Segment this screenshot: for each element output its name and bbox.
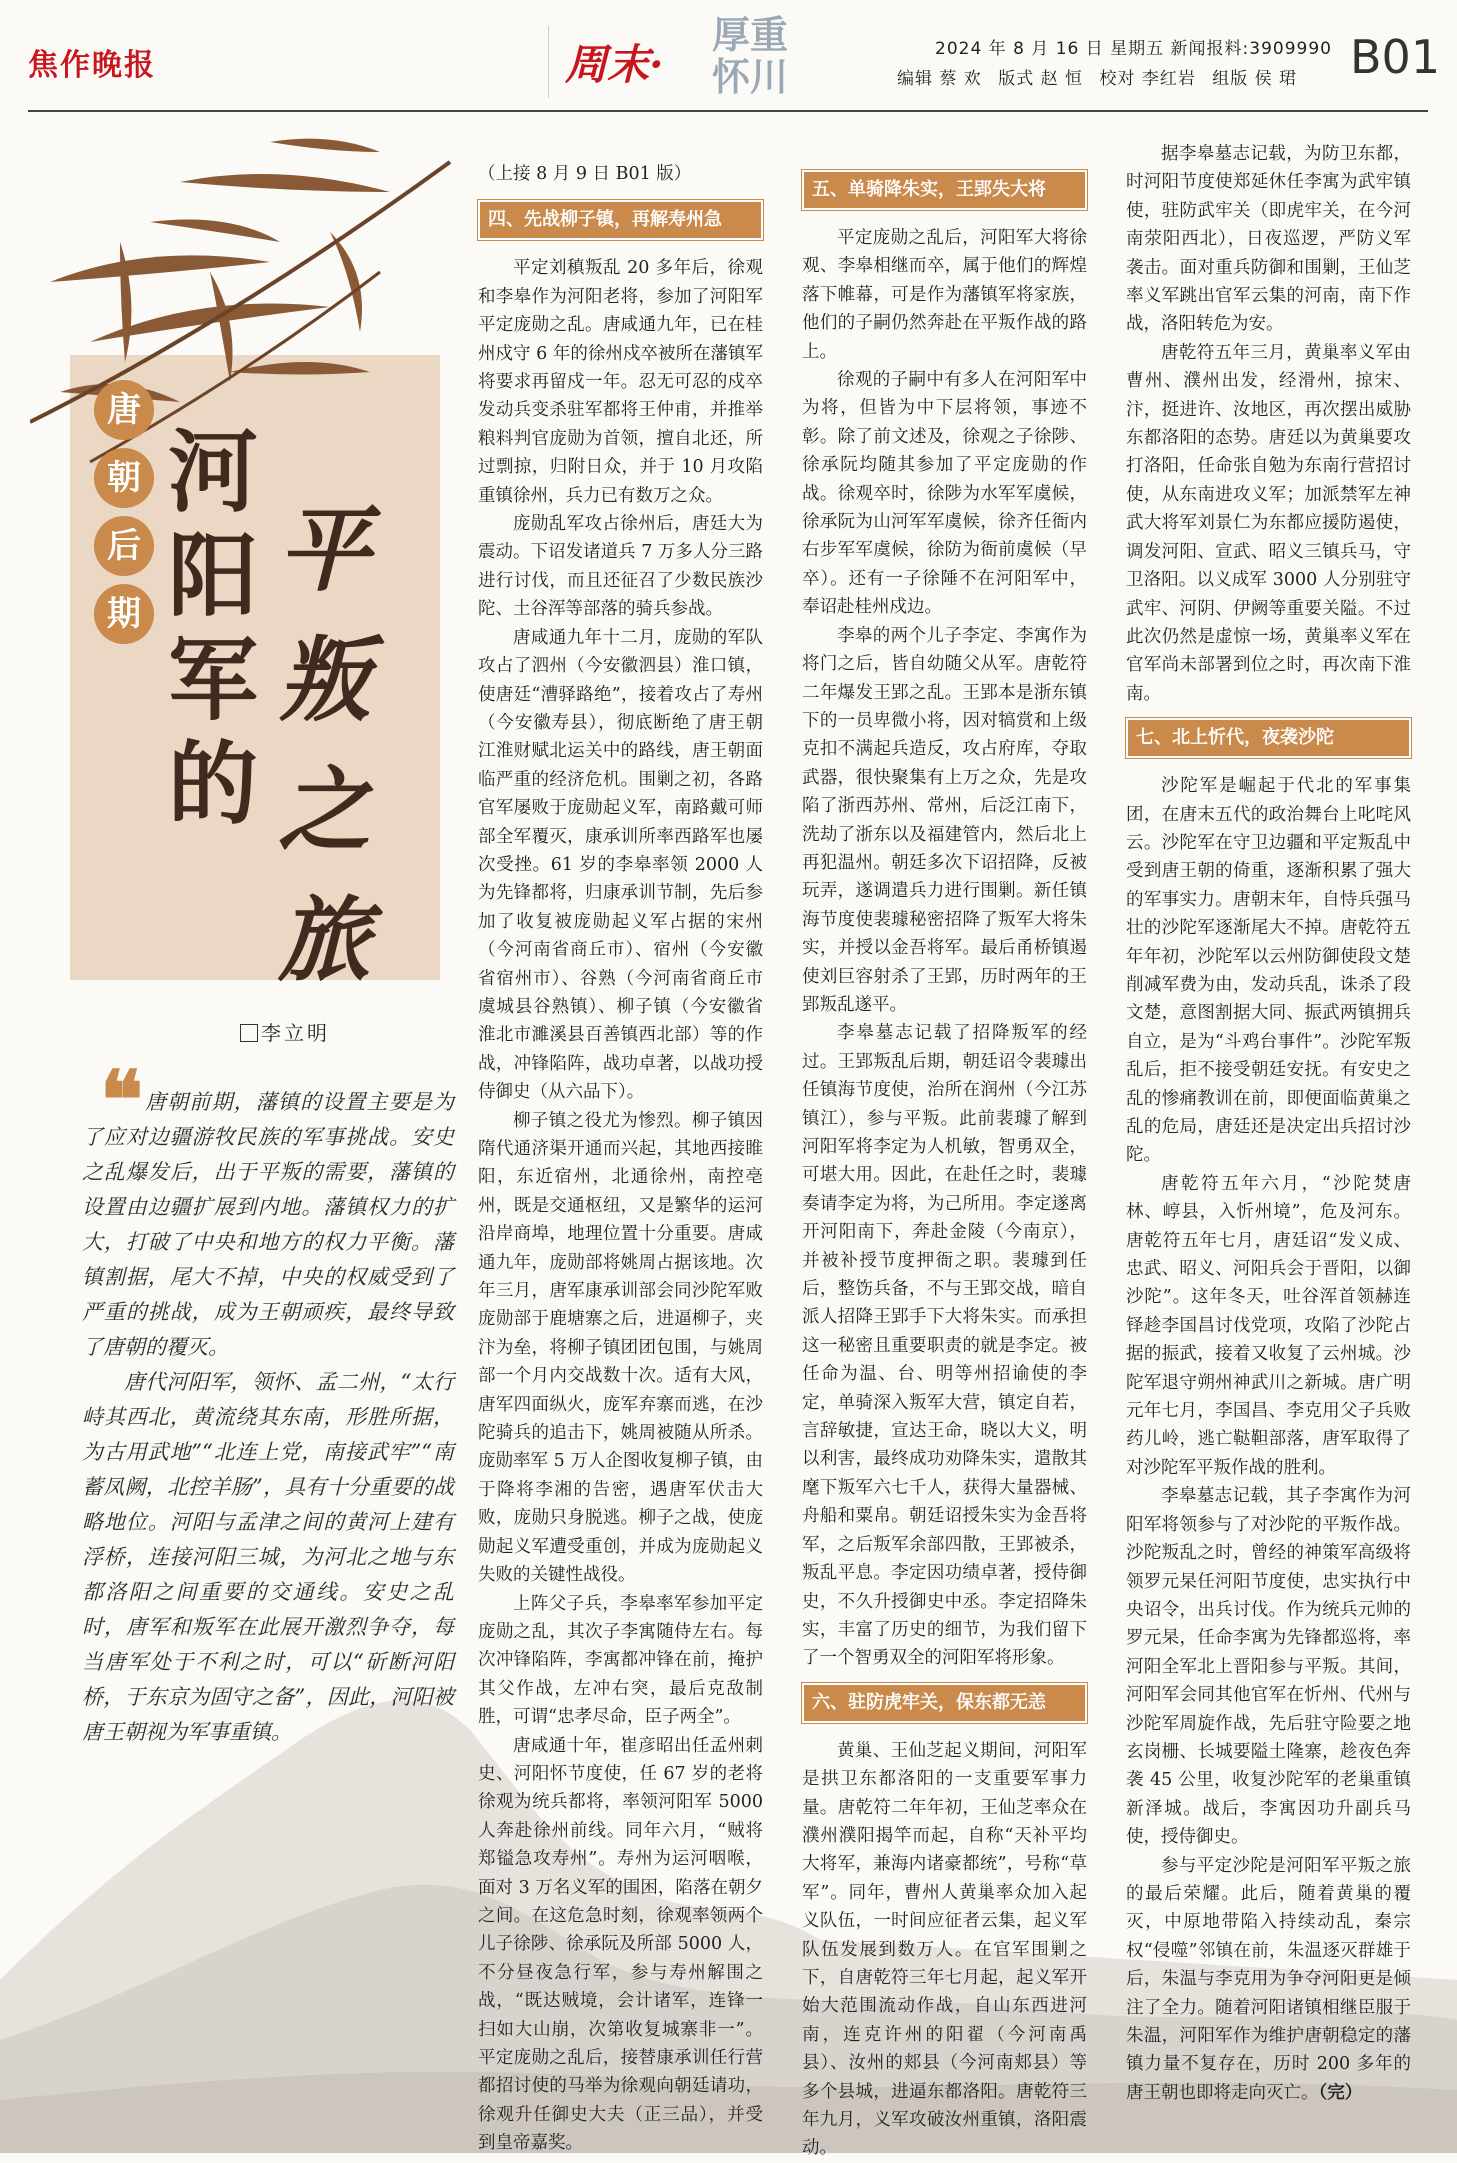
staff-proofread: 校对 李红岩 (1099, 69, 1196, 89)
section-heading-4: 四、先战柳子镇，再解寿州急 (478, 200, 763, 240)
paragraph: 唐咸通十年，崔彦昭出任孟州刺史、河阳怀节度使，任 67 岁的老将徐观为统兵都将，率领河阳军 5000 人奔赴徐州前线。同年六月，“贼将郑镒急攻寿州”。寿州为运河咽喉，面对 3 万名义军的围困，陷落在朝夕之间。在这危急时刻，徐观率领两个儿子徐陟、徐承阮及所部 5000 人，不分昼夜急行军，参与寿州解围之战，“既达贼境，会计诸军，连锋一扫如大山崩，次第收复城寨非一”。平定庞勋之乱后，接替康承训任行营都招讨使的马举为徐观向朝廷请功，徐观升任御史大夫（正三品），并受到皇帝嘉奖。 (478, 1735, 763, 2154)
page-number: B01 (1350, 30, 1441, 84)
section-heading-7: 七、北上忻代，夜袭沙陀 (1126, 718, 1411, 758)
paragraph: 沙陀军是崛起于代北的军事集团，在唐末五代的政治舞台上叱咤风云。沙陀军在守卫边疆和平定叛乱中受到唐王朝的倚重，逐渐积累了强大的军事实力。唐朝末年，自恃兵强马壮的沙陀军逐渐尾大不掉。唐乾符五年年初，沙陀军以云州防御使段文楚削减军费为由，发动兵乱，诛杀了段文楚，意图割据大同、振武两镇拥兵自立，是为“斗鸡台事件”。沙陀军叛乱后，拒不接受朝廷安抚。有安史之乱的惨痛教训在前，即便面临黄巢之乱的危局，唐廷还是决定出兵招讨沙陀。 (1126, 776, 1411, 1166)
section-subtitle: 厚重怀川 (712, 12, 789, 99)
section-title: 周末· (565, 40, 664, 89)
paragraph-text: 参与平定沙陀是河阳军平叛之旅的最后荣耀。此后，随着黄巢的覆灭，中原地带陷入持续动乱，秦宗权“侵噬”邻镇在前，朱温逐灭群雄于后，朱温与李克用为争夺河阳更是倾注了全力。随着河阳诸镇相继臣服于朱温，河阳军作为维护唐朝稳定的藩镇力量不复存在，历时 200 多年的唐王朝也即将走向灭亡。 (1126, 1855, 1411, 2103)
newspaper-logo: 焦作晚报 (28, 48, 156, 83)
headline-sub: 平叛之旅 (278, 496, 371, 994)
staff-layout: 版式 赵 恒 (998, 69, 1084, 89)
staff-typeset: 组版 侯 珺 (1212, 69, 1298, 89)
end-mark: （完） (1318, 2082, 1363, 2103)
paragraph: 平定刘稹叛乱 20 多年后，徐观和李皋作为河阳老将，参加了河阳军平定庞勋之乱。唐咸通九年，已在桂州戍守 6 年的徐州戍卒被所在藩镇军将要求再留戍一年。忍无可忍的戍卒发动兵变杀驻军都将王仲甫，并推举粮料判官庞勋为首领，擅自北还，所过剽掠，归附日众，并于 10 月攻陷重镇徐州，兵力已有数万之众。 (478, 258, 763, 506)
paragraph: 平定庞勋之乱后，河阳军大将徐观、李皋相继而卒，属于他们的辉煌落下帷幕，可是作为藩镇军将家族，他们的子嗣仍然奔赴在平叛作战的路上。 (802, 228, 1087, 362)
continued-note: （上接 8 月 9 日 B01 版） (478, 164, 692, 184)
paragraph: 唐咸通九年十二月，庞勋的军队攻占了泗州（今安徽泗县）淮口镇，使唐廷“漕驿路绝”，接着攻占了寿州（今安徽寿县），彻底断绝了唐王朝江淮财赋北运关中的路线，唐王朝面临严重的经济危机。围剿之初，各路官军屡败于庞勋起义军，南路戴可师部全军覆灭，康承训所率西路军也屡次受挫。61 岁的李皋率领 2000 人为先锋都将，归康承训节制，先后参加了收复被庞勋起义军占据的宋州（今河南省商丘市）、宿州（今安徽省宿州市）、谷熟（今河南省商丘市虞城县谷熟镇）、柳子镇（今安徽省淮北市濉溪县百善镇西北部）等的作战，冲锋陷阵，战功卓著，以战功授侍御史（从六品下）。 (478, 627, 763, 1103)
paragraph: 上阵父子兵，李皋率军参加平定庞勋之乱，其次子李寓随侍左右。每次冲锋陷阵，李寓都冲锋在前，掩护其父作战，左冲右突，最后克敌制胜，可谓“忠孝尽命，臣子两全”。 (478, 1593, 763, 1728)
paragraph: 徐观的子嗣中有多人在河阳军中为将，但皆为中下层将领，事迹不彰。除了前文述及，徐观之子徐陟、徐承阮均随其参加了平定庞勋的作战。徐观卒时，徐陟为水军军虞候，徐承阮为山河军军虞候，徐齐任衙内右步军军虞候，徐防为衙前虞候（早卒）。还有一子徐陲不在河阳军中，奉诏赴桂州戍边。 (802, 370, 1087, 618)
tag-char-1: 唐 (94, 380, 154, 440)
article-column-2 (802, 160, 1087, 2163)
paragraph: 李皋墓志记载，其子李寓作为河阳军将领参与了对沙陀的平叛作战。沙陀叛乱之时，曾经的神策军高级将领罗元杲任河阳节度使，忠实执行中央诏令，出兵讨伐。作为统兵元帅的罗元杲，任命李寓为先锋都巡将，率河阳全军北上晋阳参与平叛。其间，河阳军会同其他官军在忻州、代州与沙陀军周旋作战，先后驻守险要之地玄岗栅、长城要隘土隆寨，趁夜色奔袭 45 公里，收复沙陀军的老巢重镇新泽城。战后，李寓因功升副兵马使，授侍御史。 (1126, 1486, 1411, 1848)
intro-text (82, 1085, 454, 1750)
paragraph (1126, 1852, 1411, 2108)
intro-paragraph: 唐代河阳军，领怀、孟二州，“太行峙其西北，黄流绕其东南，形胜所据，为古用武地”“北连上党，南接武牢”“南蓄凤阙，北控羊肠”，具有十分重要的战略地位。河阳与孟津之间的黄河上建有浮桥，连接河阳三城，为河北之地与东都洛阳之间重要的交通线。安史之乱时，唐军和叛军在此展开激烈争夺，每当唐军处于不利之时，可以“斫断河阳桥，于东京为固守之备”，因此，河阳被唐王朝视为军事重镇。 (82, 1370, 454, 1744)
section-heading-5: 五、单骑降朱实，王郢失大将 (802, 170, 1087, 210)
quote-mark-icon: ❝ (100, 1053, 144, 1147)
paragraph: 李皋墓志记载了招降叛军的经过。王郢叛乱后期，朝廷诏令裴璩出任镇海节度使，治所在润州（今江苏镇江），参与平叛。此前裴璩了解到河阳军将李定为人机敏，智勇双全，可堪大用。因此，在赴任之时，裴璩奏请李定为将，为己所用。李定遂离开河阳南下，奔赴金陵（今南京），并被补授节度押衙之职。裴璩到任后，整饬兵备，不与王郢交战，暗自派人招降王郢手下大将朱实。而承担这一秘密且重要职责的就是李定。被任命为温、台、明等州招谕使的李定，单骑深入叛军大营，镇定自若，言辞敏捷，宣达王命，晓以大义，明以利害，最终成功劝降朱实，遣散其麾下叛军六七千人，获得大量器械、舟船和粟帛。朝廷诏授朱实为金吾将军，之后叛军余部四散，王郢被杀，叛乱平息。李定因功绩卓著，授侍御史，不久升授御史中丞。李定招降朱实，丰富了历史的细节，为我们留下了一个智勇双全的河阳军将形象。 (802, 1023, 1087, 1669)
paragraph: 据李皋墓志记载，为防卫东都，时河阳节度使郑延休任李寓为武牢镇使，驻防武牢关（即虎牢关，在今河南荥阳西北），日夜巡逻，严防义军袭击。面对重兵防御和围剿，王仙芝率义军跳出官军云集的河南，南下作战，洛阳转危为安。 (1126, 144, 1411, 335)
paragraph: 柳子镇之役尤为惨烈。柳子镇因隋代通济渠开通而兴起，其地西接睢阳，东近宿州，北通徐州，南控亳州，既是交通枢纽，又是繁华的运河沿岸商埠，地理位置十分重要。唐咸通九年，庞勋部将姚周占据该地。次年三月，唐军康承训部会同沙陀军败庞勋部于鹿塘寨之后，进逼柳子，夹汴为垒，将柳子镇团团包围，与姚周部一个月内交战数十次。适有大风，唐军四面纵火，庞军弃寨而逃，在沙陀骑兵的追击下，姚周被随从所杀。庞勋率军 5 万人企图收复柳子镇，由于降将李湘的告密，遇唐军伏击大败，庞勋只身脱逃。柳子之战，使庞勋起义军遭受重创，并成为庞勋起义失败的关键性战役。 (478, 1110, 763, 1586)
staff-editor: 编辑 蔡 欢 (897, 69, 982, 89)
masthead (0, 0, 1457, 118)
tag-char-4: 期 (94, 584, 154, 644)
tag-char-2: 朝 (94, 448, 154, 508)
paragraph: 唐乾符五年三月，黄巢率义军由曹州、濮州出发，经滑州，掠宋、汴，挺进许、汝地区，再次摆出威胁东都洛阳的态势。唐廷以为黄巢要攻打洛阳，任命张自勉为东南行营招讨使，从东南进攻义军；加派禁军左神武大将军刘景仁为东都应援防遏使，调发河阳、宣武、昭义三镇兵马，守卫洛阳。以义成军 3000 人分别驻守武牢、河阴、伊阙等重要关隘。不过此次仍然是虚惊一场，黄巢率义军在官军尚未部署到位之时，再次南下淮南。 (1126, 342, 1411, 704)
intro-paragraph: 唐朝前期，藩镇的设置主要是为了应对边疆游牧民族的军事挑战。安史之乱爆发后，出于平叛的需要，藩镇的设置由边疆扩展到内地。藩镇权力的扩大，打破了中央和地方的权力平衡。藩镇割据，尾大不掉，中央的权威受到了严重的挑战，成为王朝顽疾，最终导致了唐朝的覆灭。 (82, 1090, 454, 1359)
author-byline: 李立明 (240, 1017, 330, 1046)
article-column-3 (1126, 140, 1411, 2107)
masthead-rule (28, 110, 1428, 112)
article-column-1 (478, 160, 763, 2158)
paragraph: 唐乾符五年六月，“沙陀焚唐林、崞县，入忻州境”，危及河东。唐乾符五年七月，唐廷诏“发义成、忠武、昭义、河阳兵会于晋阳，以御沙陀”。这年冬天，吐谷浑首领赫连铎趁李国昌讨伐党项，攻陷了沙陀占据的振武，接着又收复了云州城。沙陀军退守朔州神武川之新城。唐广明元年七月，李国昌、李克用父子兵败药儿岭，逃亡鞑靼部落，唐军取得了对沙陀军平叛作战的胜利。 (1126, 1173, 1411, 1478)
paragraph: 庞勋乱军攻占徐州后，唐廷大为震动。下诏发诸道兵 7 万多人分三路进行讨伐，而且还征召了少数民族沙陀、土谷浑等部落的骑兵参战。 (478, 514, 763, 620)
paragraph: 李皋的两个儿子李定、李寓作为将门之后，皆自幼随父从军。唐乾符二年爆发王郢之乱。王郢本是浙东镇下的一员卑微小将，因对犒赏和上级克扣不满起兵造反，攻占府库，夺取武器，很快聚集有上万之众，先是攻陷了浙西苏州、常州，后泛江南下，洗劫了浙东以及福建管内，然后北上再犯温州。朝廷多次下诏招降，反被玩弄，遂调遣兵力进行围剿。新任镇海节度使裴璩秘密招降了叛军大将朱实，并授以金吾将军。最后甬桥镇遏使刘巨容射杀了王郢，历时两年的王郢叛乱遂平。 (802, 625, 1087, 1015)
section-heading-6: 六、驻防虎牢关，保东都无恙 (802, 1683, 1087, 1723)
date-line: 2024 年 8 月 16 日 星期五 新闻报料:3909990 (935, 39, 1332, 59)
headline-main: 河阳军的 (168, 419, 258, 837)
tag-char-3: 后 (94, 516, 154, 576)
staff-line (897, 64, 1307, 89)
paragraph: 黄巢、王仙芝起义期间，河阳军是拱卫东都洛阳的一支重要军事力量。唐乾符二年年初，王仙芝率众在濮州濮阳揭竿而起，自称“天补平均大将军，兼海内诸豪都统”，号称“草军”。同年，曹州人黄巢率众加入起义队伍，一时间应征者云集，起义军队伍发展到数万人。在官军围剿之下，自唐乾符三年七月起，起义军开始大范围流动作战，自山东西进河南，连克许州的阳翟（今河南禹县）、汝州的郏县（今河南郏县）等多个县城，进逼东都洛阳。唐乾符三年九月，义军攻破汝州重镇，洛阳震动。 (802, 1740, 1087, 2159)
